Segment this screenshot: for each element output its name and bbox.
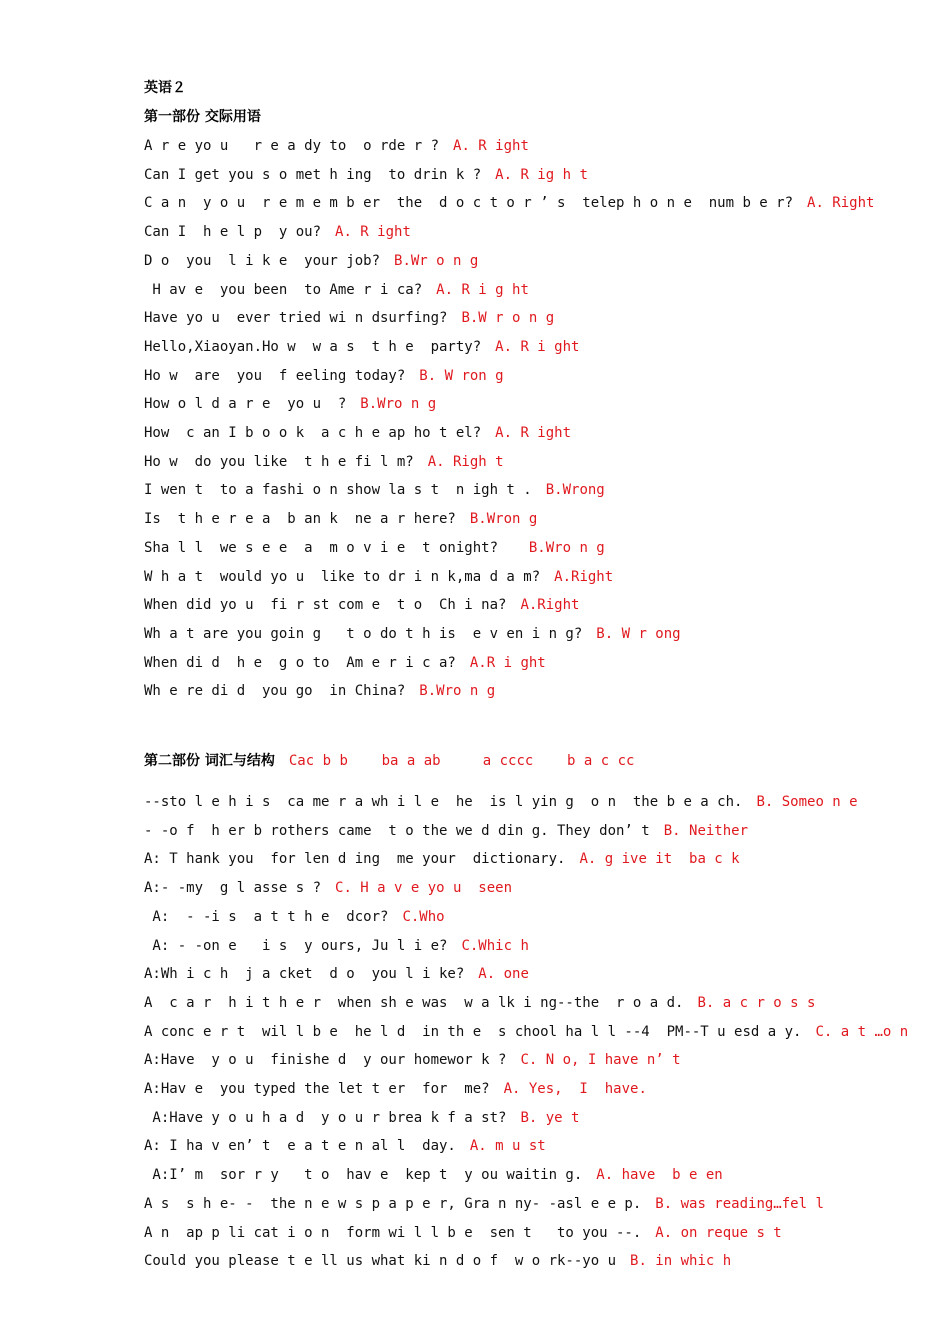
question-text: D o you l i k e your job? [144,252,381,269]
question-text: When di d h e g o to Am e r i c a? [144,654,456,671]
question-text: A s s h e- - the n e w s p a p e r, Gra n ny- -asl e e p. [144,1195,642,1212]
question-text: Could you please t e ll us what ki n d o f w o rk--yo u [144,1253,617,1270]
answer-text: A. one [478,966,529,983]
answer-text: B. Neither [663,822,749,839]
answer-text: C. a t …o n [815,1023,909,1040]
answer-text: A. g ive it ba c k [579,851,740,868]
answer-text: B. Someo n e [756,794,858,810]
question-text: A:I’ m sor r y t o hav e kep t y ou waitin g. [144,1167,583,1184]
answer-text: A. have b e en [596,1167,723,1184]
part2-item [144,792,858,812]
question-text: How c an I b o o k a c h e ap ho t el? [144,425,482,441]
part2-item [144,907,445,927]
part2-item [144,936,529,956]
part1-item [144,251,478,271]
answer-text: A. R ight [495,425,572,441]
part2-item [144,964,529,984]
part1-item [144,595,579,615]
part1-item [144,653,546,673]
answer-text: C.Whic h [461,937,529,954]
answer-text: B. W ron g [419,367,504,384]
question-text: A: I ha v en’ t e a t e n al l day. [144,1138,456,1155]
part1-item [144,337,579,357]
question-text: Is t h e r e a b an k ne a r here? [144,511,456,528]
question-text: Have yo u ever tried wi n dsurfing? [144,310,448,327]
doc-title: 英语２ [144,80,186,96]
part1-item [144,567,613,587]
part2-item [144,1050,681,1070]
part2-item [144,1223,782,1243]
part2-item [144,1251,731,1271]
part1-item [144,193,874,213]
question-text: H av e you been to Ame r i ca? [144,281,423,298]
part1-item [144,136,529,156]
part1-item [144,681,495,701]
part1-item [144,394,436,414]
answer-text: B.Wro n g [360,396,437,413]
answer-text: B. a c r o s s [697,994,816,1011]
answer-text: B.Wron g [469,511,538,528]
question-text: A:Have y o u finishe d y our homewor k ? [144,1052,507,1069]
answer-text: A. on reque s t [655,1224,782,1241]
question-text: A: - -on e i s y ours, Ju l i e? [144,937,448,954]
part1-item [144,509,537,529]
answer-text: A. Yes, I have. [503,1081,647,1097]
answer-text: A. R ight [335,224,411,241]
question-text: When did yo u fi r st com e t o Ch i na? [144,597,507,614]
part1-item [144,280,529,300]
answer-text: A. R i ght [495,338,580,355]
part2-item [144,1022,908,1042]
question-text: A: T hank you for len d ing me your dictionary. [144,851,566,868]
answer-text: A. R ight [453,138,529,154]
answer-text: A. Righ t [427,453,504,470]
answer-text: A.R i ght [469,654,546,671]
part2-item [144,1194,824,1214]
question-text: W h a t would yo u like to dr i n k,ma d a m? [144,568,541,585]
answer-text: B. was reading…fel l [655,1195,824,1212]
answer-text: C. N o, I have n’ t [520,1052,681,1069]
question-text: - -o f h er b rothers came t o the we d din g. They don’ t [144,822,650,839]
part1-item [144,452,504,472]
answer-text: C.Who [402,908,445,925]
answer-text: B. ye t [520,1109,580,1126]
question-text: --sto l e h i s ca me r a wh i l e he is l yin g o n the b e a ch. [144,794,743,810]
part1-item [144,222,411,242]
part1-heading: 第一部份 交际用语 [144,109,261,125]
part2-item [144,849,740,869]
answer-text: B. in whic h [630,1253,732,1270]
question-text: How o l d a r e yo u ? [144,396,347,413]
answer-text: B.Wro n g [512,539,605,556]
part2-item [144,993,815,1013]
question-text: A conc e r t wil l b e he l d in th e s chool ha l l --4 PM--T u esd a y. [144,1023,802,1040]
part2-item [144,1108,579,1128]
part2-item [144,821,748,841]
question-text: Can I get you s o met h ing to drin k ? [144,166,482,183]
part2-item [144,1165,723,1185]
part2-heading-row [144,751,634,771]
question-text: A n ap p li cat i o n form wi l l b e sen t to you --. [144,1224,642,1241]
answer-text: A. Right [807,195,875,212]
question-text: A r e yo u r e a dy to o rde r ? [144,138,440,154]
question-text: Sha l l we s e e a m o v i e t onight? [144,539,499,556]
answer-text: A. R ig h t [495,166,588,183]
part2-item [144,1136,546,1156]
answer-text: A. m u st [469,1138,546,1155]
question-text: A:- -my g l asse s ? [144,880,322,897]
question-text: I wen t to a fashi o n show la s t n igh t . [144,482,532,499]
part1-item [144,308,554,328]
answer-text: B.W r o n g [461,310,555,327]
question-text: A c a r h i t h e r when sh e was w a lk i ng--the r o a d. [144,994,684,1011]
question-text: Can I h e l p y ou? [144,224,322,241]
answer-text: B.Wro n g [419,683,496,700]
question-text: Ho w are you f eeling today? [144,367,406,384]
question-text: Wh e re di d you go in China? [144,683,406,700]
part1-item [144,165,588,185]
part1-item [144,480,605,500]
part2-item [144,1079,647,1099]
answer-text: C. H a v e yo u seen [335,880,513,897]
part2-item [144,878,512,898]
part1-item [144,538,605,558]
part2-heading: 第二部份 词汇与结构 [144,753,275,769]
answer-text: B.Wr o n g [394,252,479,269]
question-text: Hello,Xiaoyan.Ho w w a s t h e party? [144,338,482,355]
question-text: A: - -i s a t t h e dcor? [144,908,389,925]
answer-text: B.Wrong [545,482,605,499]
answer-text: B. W r ong [596,625,681,642]
question-text: Ho w do you like t h e fi l m? [144,453,414,470]
answer-text: A. R i g ht [436,281,529,298]
answer-text: A.Right [554,568,614,585]
part1-item [144,624,681,644]
part1-item [144,423,571,443]
part2-answer-key: Cac b b ba a ab a cccc b a c cc [288,753,635,769]
answer-text: A.Right [520,597,580,614]
question-text: A:Wh i c h j a cket d o you l i ke? [144,966,465,983]
part1-item [144,366,504,386]
question-text: Wh a t are you goin g t o do t h is e v en i n g? [144,625,583,642]
question-text: A:Have y o u h a d y o u r brea k f a st? [144,1109,507,1126]
question-text: C a n y o u r e m e m b er the d o c t o r ’ s telep h o n e num b e r? [144,195,794,212]
question-text: A:Hav e you typed the let t er for me? [144,1081,490,1097]
